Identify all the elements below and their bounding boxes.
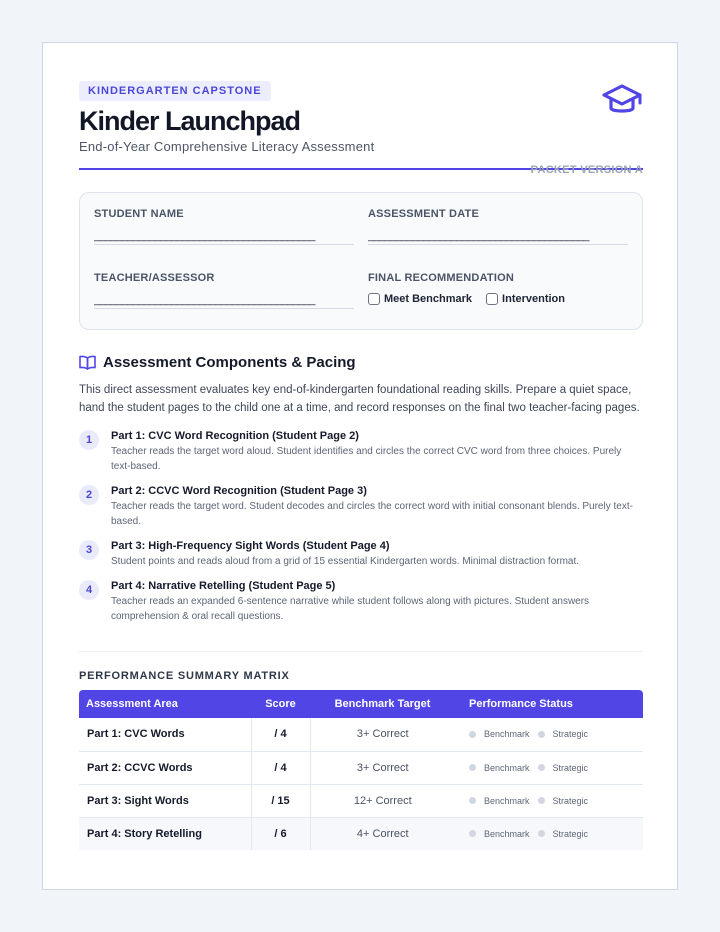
recommendation-options bbox=[368, 293, 628, 305]
status-cell bbox=[455, 784, 643, 817]
part-description: Teacher reads the target word aloud. Student identifies and circles the correct CVC word from three choices. Purely text-based. bbox=[111, 446, 622, 472]
strategic-label: Strategic bbox=[552, 729, 589, 740]
score-cell[interactable]: / 4 bbox=[251, 751, 310, 784]
list-item bbox=[79, 539, 643, 569]
meet-benchmark-label: Meet Benchmark bbox=[384, 293, 473, 305]
strategic-option[interactable] bbox=[538, 829, 589, 839]
field-underline bbox=[94, 244, 354, 245]
student-name-field[interactable] bbox=[94, 208, 354, 245]
header bbox=[79, 81, 643, 176]
table-row bbox=[79, 817, 643, 850]
recommendation-field bbox=[368, 272, 628, 305]
student-name-label: STUDENT NAME bbox=[94, 208, 184, 220]
step-number: 4 bbox=[79, 580, 99, 600]
strategic-label: Strategic bbox=[552, 762, 589, 773]
area-cell: Part 2: CCVC Words bbox=[79, 751, 251, 784]
area-cell: Part 4: Story Retelling bbox=[79, 817, 251, 850]
category-badge: KINDERGARTEN CAPSTONE bbox=[79, 81, 271, 101]
teacher-line[interactable]: ________________________________________ bbox=[94, 294, 315, 306]
target-cell: 12+ Correct bbox=[310, 784, 455, 817]
status-dot[interactable] bbox=[538, 764, 545, 771]
field-underline bbox=[94, 308, 354, 309]
column-header: Assessment Area bbox=[86, 698, 178, 710]
student-info-box bbox=[79, 192, 643, 330]
recommendation-label: FINAL RECOMMENDATION bbox=[368, 272, 514, 284]
benchmark-label: Benchmark bbox=[484, 762, 530, 773]
status-dot[interactable] bbox=[538, 797, 545, 804]
teacher-label: TEACHER/ASSESSOR bbox=[94, 272, 215, 284]
meet-benchmark-checkbox[interactable] bbox=[368, 293, 380, 305]
section-divider bbox=[79, 651, 643, 652]
strategic-label: Strategic bbox=[552, 795, 589, 806]
strategic-option[interactable] bbox=[538, 729, 589, 739]
assessment-date-label: ASSESSMENT DATE bbox=[368, 208, 479, 220]
components-heading bbox=[79, 354, 643, 371]
status-dot[interactable] bbox=[538, 731, 545, 738]
assessment-page bbox=[42, 42, 678, 890]
status-dot[interactable] bbox=[469, 731, 476, 738]
student-name-line[interactable]: ________________________________________ bbox=[94, 230, 315, 242]
packet-version: PACKET VERSION A bbox=[530, 164, 643, 176]
list-item bbox=[79, 429, 643, 474]
area-cell: Part 3: Sight Words bbox=[79, 784, 251, 817]
part-description: Student points and reads aloud from a grid of 15 essential Kindergarten words. Minimal distraction format. bbox=[111, 556, 580, 567]
column-header: Performance Status bbox=[469, 698, 573, 710]
benchmark-option[interactable] bbox=[469, 763, 530, 773]
table-header-row bbox=[79, 690, 643, 718]
benchmark-option[interactable] bbox=[469, 829, 530, 839]
assessment-date-field[interactable] bbox=[368, 208, 628, 245]
parts-list bbox=[79, 429, 643, 624]
page-content bbox=[79, 81, 643, 850]
score-cell[interactable]: / 4 bbox=[251, 718, 310, 751]
target-cell: 3+ Correct bbox=[310, 718, 455, 751]
meet-benchmark-option[interactable] bbox=[368, 293, 472, 305]
part-title: Part 4: Narrative Retelling (Student Page 5) bbox=[111, 580, 336, 592]
benchmark-option[interactable] bbox=[469, 729, 530, 739]
step-number: 2 bbox=[79, 485, 99, 505]
strategic-option[interactable] bbox=[538, 763, 589, 773]
step-number: 1 bbox=[79, 430, 99, 450]
performance-matrix bbox=[79, 690, 643, 850]
benchmark-label: Benchmark bbox=[484, 729, 530, 740]
score-cell[interactable]: / 6 bbox=[251, 817, 310, 850]
open-book-icon bbox=[79, 355, 96, 370]
status-cell bbox=[455, 817, 643, 850]
strategic-label: Strategic bbox=[552, 828, 589, 839]
assessment-date-line[interactable]: ________________________________________ bbox=[368, 230, 589, 242]
table-row bbox=[79, 784, 643, 817]
table-row bbox=[79, 751, 643, 784]
area-cell: Part 1: CVC Words bbox=[79, 718, 251, 751]
benchmark-option[interactable] bbox=[469, 796, 530, 806]
status-dot[interactable] bbox=[469, 764, 476, 771]
field-underline bbox=[368, 244, 628, 245]
column-header: Benchmark Target bbox=[334, 698, 431, 710]
intervention-option[interactable] bbox=[486, 293, 565, 305]
step-number: 3 bbox=[79, 540, 99, 560]
status-cell bbox=[455, 751, 643, 784]
status-dot[interactable] bbox=[538, 830, 545, 837]
benchmark-label: Benchmark bbox=[484, 795, 530, 806]
status-dot[interactable] bbox=[469, 830, 476, 837]
target-cell: 4+ Correct bbox=[310, 817, 455, 850]
components-intro: This direct assessment evaluates key end-of-kindergarten foundational reading skills. Prepare a quiet space, hand the student pages to the child one at a time, and record responses on the final two teacher-facing pages. bbox=[79, 384, 640, 414]
part-title: Part 1: CVC Word Recognition (Student Page 2) bbox=[111, 430, 359, 442]
part-title: Part 3: High-Frequency Sight Words (Student Page 4) bbox=[111, 540, 390, 552]
components-title: Assessment Components & Pacing bbox=[103, 354, 356, 371]
part-description: Teacher reads an expanded 6-sentence narrative while student follows along with pictures. Student answers comprehension & oral recall questions. bbox=[111, 596, 590, 622]
part-description: Teacher reads the target word. Student decodes and circles the correct word with initial consonant blends. Purely text-based. bbox=[111, 501, 633, 527]
target-cell: 3+ Correct bbox=[310, 751, 455, 784]
column-header: Score bbox=[265, 698, 296, 710]
part-title: Part 2: CCVC Word Recognition (Student Page 3) bbox=[111, 485, 367, 497]
table-row bbox=[79, 718, 643, 751]
intervention-checkbox[interactable] bbox=[486, 293, 498, 305]
score-cell[interactable]: / 15 bbox=[251, 784, 310, 817]
teacher-field[interactable] bbox=[94, 272, 354, 309]
benchmark-label: Benchmark bbox=[484, 828, 530, 839]
page-title: Kinder Launchpad bbox=[79, 106, 301, 136]
page-subtitle: End-of-Year Comprehensive Literacy Assessment bbox=[79, 139, 375, 154]
status-cell bbox=[455, 718, 643, 751]
intervention-label: Intervention bbox=[502, 293, 565, 305]
list-item bbox=[79, 484, 643, 529]
strategic-option[interactable] bbox=[538, 796, 589, 806]
status-dot[interactable] bbox=[469, 797, 476, 804]
list-item bbox=[79, 579, 643, 624]
matrix-title: PERFORMANCE SUMMARY MATRIX bbox=[79, 670, 290, 682]
graduation-cap-icon bbox=[601, 83, 643, 117]
